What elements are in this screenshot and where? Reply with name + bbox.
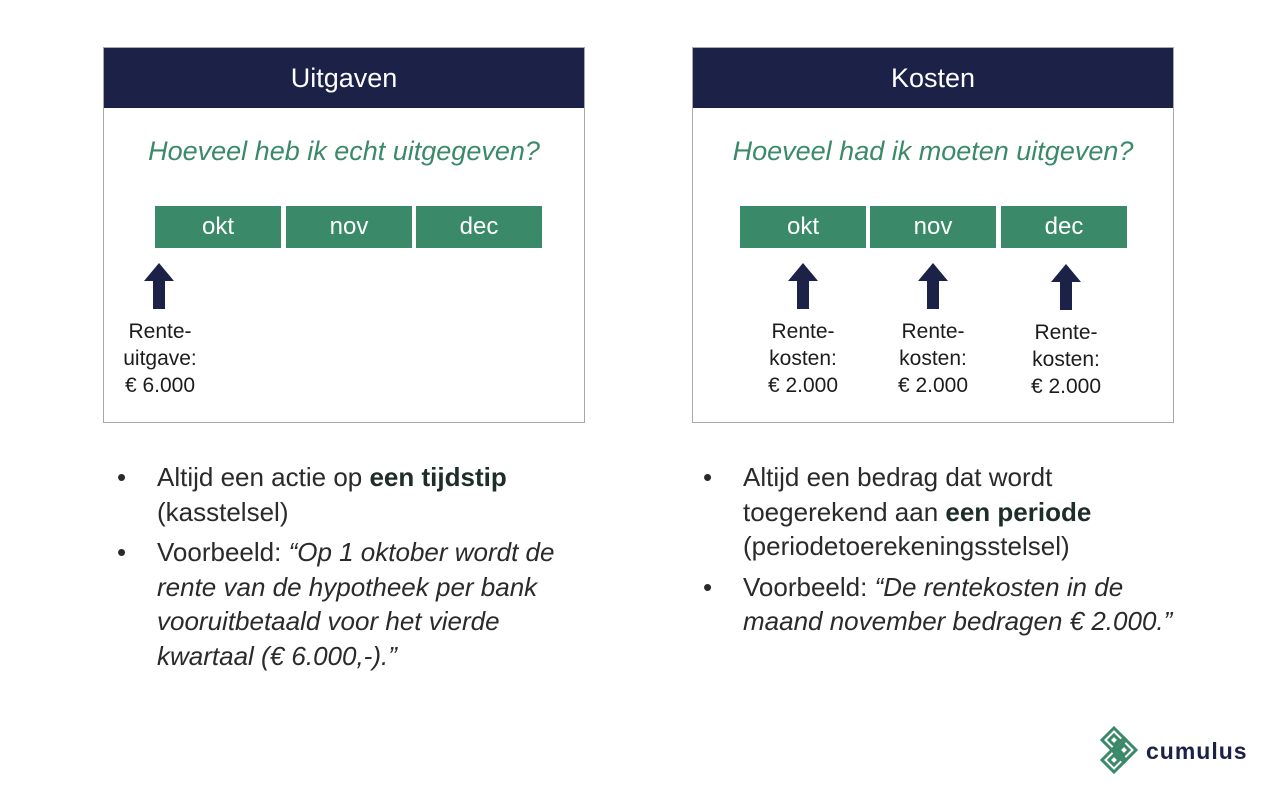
bullet-icon: • bbox=[117, 462, 127, 492]
month-okt: okt bbox=[740, 206, 866, 248]
kosten-bullets bbox=[703, 460, 1173, 645]
note-rente-uitgave: Rente- uitgave: € 6.000 bbox=[123, 320, 197, 397]
cumulus-logo-icon bbox=[1098, 726, 1140, 776]
arrow-up-icon bbox=[1051, 264, 1081, 310]
panel-title: Kosten bbox=[693, 48, 1173, 108]
bullet-icon: • bbox=[117, 537, 127, 567]
uitgaven-panel bbox=[103, 47, 585, 423]
panel-question: Hoeveel heb ik echt uitgegeven? bbox=[148, 136, 540, 166]
bullet-icon: • bbox=[703, 462, 713, 492]
kosten-panel bbox=[692, 47, 1174, 423]
arrow-up-icon bbox=[144, 263, 174, 309]
panel-question: Hoeveel had ik moeten uitgeven? bbox=[732, 136, 1134, 166]
panel-title: Uitgaven bbox=[104, 48, 584, 108]
note-rente-kosten-dec: Rente- kosten: € 2.000 bbox=[1030, 321, 1102, 398]
note-rente-kosten-nov: Rente- kosten: € 2.000 bbox=[897, 320, 969, 397]
month-nov: nov bbox=[286, 206, 412, 248]
list-item: • Voorbeeld: “Op 1 oktober wordt de rente van de hypotheek per bank vooruitbetaald voor het vierde kwartaal (€ 6.000,-).” bbox=[117, 537, 555, 671]
month-nov: nov bbox=[870, 206, 996, 248]
month-okt: okt bbox=[155, 206, 281, 248]
list-item: • Altijd een bedrag dat wordt toegerekend aan een periode (periodetoerekeningsstelsel) bbox=[703, 462, 1092, 561]
list-item: • Voorbeeld: “De rentekosten in de maand november bedragen € 2.000.” bbox=[703, 571, 1173, 636]
month-dec: dec bbox=[1001, 206, 1127, 248]
uitgaven-bullets bbox=[117, 460, 577, 679]
arrow-up-icon bbox=[918, 263, 948, 309]
cumulus-logo bbox=[1098, 726, 1248, 776]
list-item: • Altijd een actie op een tijdstip (kasstelsel) bbox=[117, 462, 507, 527]
month-dec: dec bbox=[416, 206, 542, 248]
note-rente-kosten-okt: Rente- kosten: € 2.000 bbox=[767, 320, 839, 397]
logo-text: cumulus bbox=[1146, 737, 1248, 764]
bullet-icon: • bbox=[703, 571, 713, 602]
arrow-up-icon bbox=[788, 263, 818, 309]
